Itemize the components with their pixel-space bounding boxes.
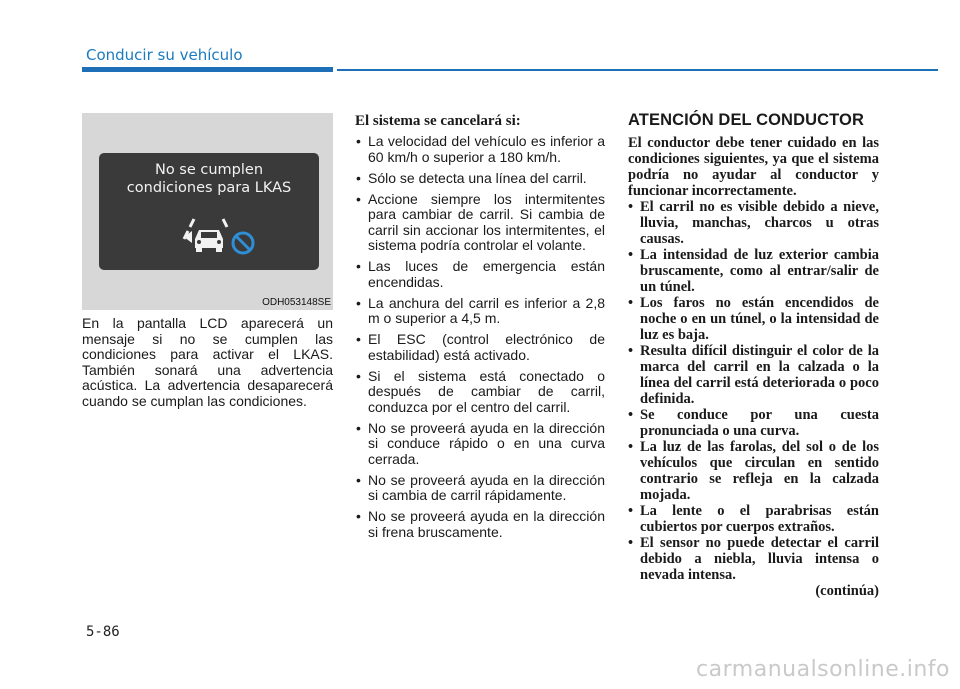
- list-item: • Sólo se detecta una línea del carril.: [355, 171, 605, 187]
- list-item: • La velocidad del vehículo es inferior a 60 km/h o superior a 180 km/h.: [355, 134, 605, 165]
- caution-title: ATENCIÓN DEL CONDUCTOR: [628, 111, 864, 129]
- header-bar-light: [337, 69, 938, 71]
- continued-note: (continúa): [815, 583, 879, 599]
- list-item: • Si el sistema está conectado o después de cambiar de carril, conduzca por el centro del carril.: [355, 369, 605, 416]
- watermark: carmanualsonline.info: [696, 657, 950, 682]
- list-item: • No se proveerá ayuda en la dirección si conduce rápido o en una curva cerrada.: [355, 421, 605, 468]
- lkas-lane-car-with-prohibition-icon: [181, 215, 261, 259]
- list-item: • Se conduce por una cuesta pronunciada o una curva.: [628, 407, 879, 439]
- cancellation-list: [355, 134, 605, 540]
- list-item: • La lente o el parabrisas están cubiertos por cuerpos extraños.: [628, 503, 879, 535]
- header-bar-dark: [82, 67, 333, 72]
- list-item: • Las luces de emergencia están encendidas.: [355, 259, 605, 290]
- cancellation-section: [355, 113, 605, 546]
- lcd-message-line2: condiciones para LKAS: [126, 180, 292, 196]
- list-item: • No se proveerá ayuda en la dirección si cambia de carril rápidamente.: [355, 473, 605, 504]
- lcd-message-line1: No se cumplen: [154, 162, 264, 178]
- list-item: • El carril no es visible debido a nieve, lluvia, manchas, charcos u otras causas.: [628, 199, 879, 247]
- list-item: • Resulta difícil distinguir el color de la marca del carril en la calzada o la línea del carril está deteriorada o poco definida.: [628, 343, 879, 407]
- caution-list: [628, 199, 879, 583]
- page-number: 5-86: [86, 624, 120, 640]
- list-item: • Los faros no están encendidos de noche o en un túnel, o la intensidad de luz es baja.: [628, 295, 879, 343]
- list-item: • Accione siempre los intermitentes para cambiar de carril. Si cambia de carril sin accionar los intermitentes, el sistema podría controlar el volante.: [355, 192, 605, 254]
- list-item: • La anchura del carril es inferior a 2,8 m o superior a 4,5 m.: [355, 296, 605, 327]
- list-item: • No se proveerá ayuda en la dirección si frena bruscamente.: [355, 509, 605, 540]
- figure-code: ODH053148SE: [262, 297, 331, 308]
- lcd-warning-paragraph: En la pantalla LCD aparecerá un mensaje si no se cumplen las condiciones para activar el LKAS. También sonará una advertencia acústica. La advertencia desaparecerá cuando se cumplan las condiciones.: [82, 315, 333, 409]
- cancellation-heading: El sistema se cancelará si:: [355, 113, 521, 129]
- list-item: • La intensidad de luz exterior cambia bruscamente, como al entrar/salir de un túnel.: [628, 247, 879, 295]
- lcd-screen: [99, 153, 319, 270]
- list-item: • El ESC (control electrónico de estabilidad) está activado.: [355, 332, 605, 363]
- lcd-figure: [82, 113, 333, 310]
- caution-intro: El conductor debe tener cuidado en las condiciones siguientes, ya que el sistema podría no ayudar al conductor y funcionar incorrectamente.: [628, 135, 879, 199]
- section-title: Conducir su vehículo: [86, 46, 243, 64]
- caution-section: [628, 111, 879, 599]
- list-item: • El sensor no puede detectar el carril debido a niebla, lluvia intensa o nevada intensa.: [628, 535, 879, 583]
- list-item: • La luz de las farolas, del sol o de los vehículos que circulan en sentido contrario se refleja en la calzada mojada.: [628, 439, 879, 503]
